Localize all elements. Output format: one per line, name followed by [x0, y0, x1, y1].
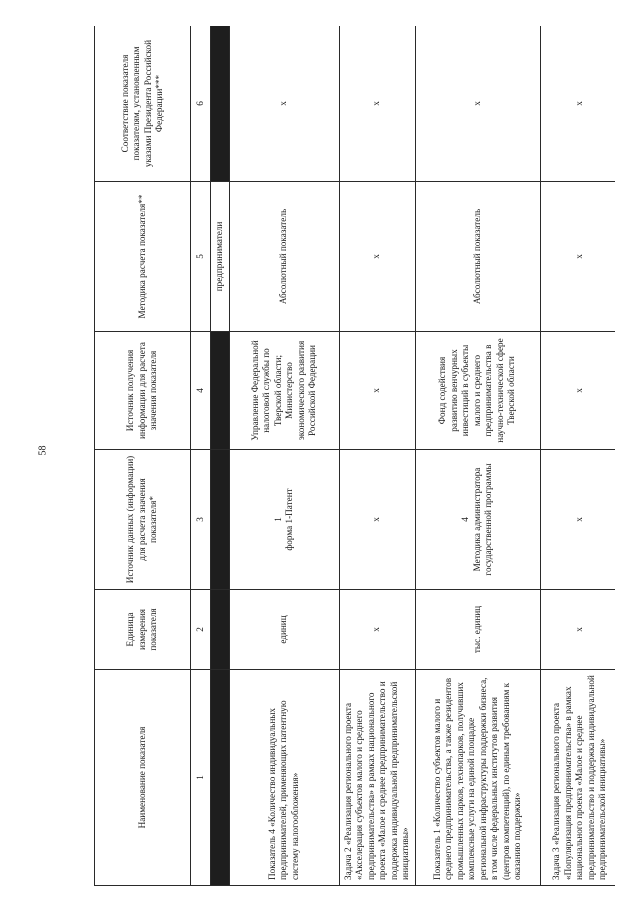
header-data-source: Источник данных (информации) для расчета значения показателя* [95, 450, 191, 590]
column-number: 5 [191, 182, 211, 332]
column-number: 3 [191, 450, 211, 590]
column-number: 2 [191, 590, 211, 670]
header-compliance: Соответствие показателя показателям, установленным указами Президента Российской Федерации*** [95, 26, 191, 182]
method-cell: Абсолютный показатель [229, 182, 339, 332]
compliance-cell: х [339, 26, 415, 182]
table-row [415, 26, 540, 886]
method-cell: х [540, 182, 615, 332]
compliance-cell: х [540, 26, 615, 182]
method-cell: Абсолютный показатель [415, 182, 540, 332]
page-number: 58 [37, 445, 49, 456]
table-cell [211, 26, 230, 182]
data-source-cell: 4 Методика администратора государственной программы [415, 450, 540, 590]
data-source-cell: 1 форма 1-Патент [229, 450, 339, 590]
unit-cell: тыс. единиц [415, 590, 540, 670]
indicator-name-cell: Задача 2 «Реализация регионального проекта «Акселерация субъектов малого и среднего предпринимательства» в рамках национального проекта «Малое и среднее предпринимательство и поддержка индивидуальной предпринимательской инициативы» [339, 670, 415, 886]
info-source-cell: х [540, 332, 615, 450]
data-source-cell: х [540, 450, 615, 590]
method-cell: х [339, 182, 415, 332]
header-info-source: Источник получения информации для расчета значения показателя [95, 332, 191, 450]
table-row [339, 26, 415, 886]
compliance-cell: х [415, 26, 540, 182]
indicator-name-cell: Показатель 4 «Количество индивидуальных предпринимателей, применяющих патентную систему налогообложения» [229, 670, 339, 886]
continuation-text: предприниматели [211, 182, 230, 332]
table-header-row [95, 26, 191, 886]
info-source-cell: Управление Федеральной налоговой службы по Тверской области; Министерство экономического развития Российской Федерации [229, 332, 339, 450]
column-number: 1 [191, 670, 211, 886]
indicator-name-cell: Задача 3 «Реализация регионального проекта «Популяризация предпринимательства» в рамках национального проекта «Малое и среднее предпринимательство и поддержка индивидуальной предпринимательской инициативы» [540, 670, 615, 886]
continuation-row [211, 26, 230, 886]
table-cell [211, 332, 230, 450]
unit-cell: х [339, 590, 415, 670]
header-indicator-name: Наименование показателя [95, 670, 191, 886]
column-number: 4 [191, 332, 211, 450]
table-cell [211, 590, 230, 670]
info-source-cell: Фонд содействия развитию венчурных инвестиций в субъекты малого и среднего предпринимательства в научно-технической сфере Тверской области [415, 332, 540, 450]
column-number-row [191, 26, 211, 886]
info-source-cell: х [339, 332, 415, 450]
indicator-table [94, 26, 615, 886]
header-unit: Единица измерения показателя [95, 590, 191, 670]
table-row [229, 26, 339, 886]
table-cell [211, 670, 230, 886]
unit-cell: х [540, 590, 615, 670]
table-container [94, 26, 615, 886]
column-number: 6 [191, 26, 211, 182]
unit-cell: единиц [229, 590, 339, 670]
table-row [540, 26, 615, 886]
compliance-cell: х [229, 26, 339, 182]
table-cell [211, 450, 230, 590]
data-source-cell: х [339, 450, 415, 590]
indicator-name-cell: Показатель 1 «Количество субъектов малого и среднего предпринимательства, а также резидентов промышленных парков, технопарков, получивших комплексные услуги на единой площадке региональной инфраструктуры поддержки бизнеса, в том числе федеральных институтов развития (центров компетенций), по единым требованиям к оказанию поддержки» [415, 670, 540, 886]
header-method: Методика расчета показателя** [95, 182, 191, 332]
